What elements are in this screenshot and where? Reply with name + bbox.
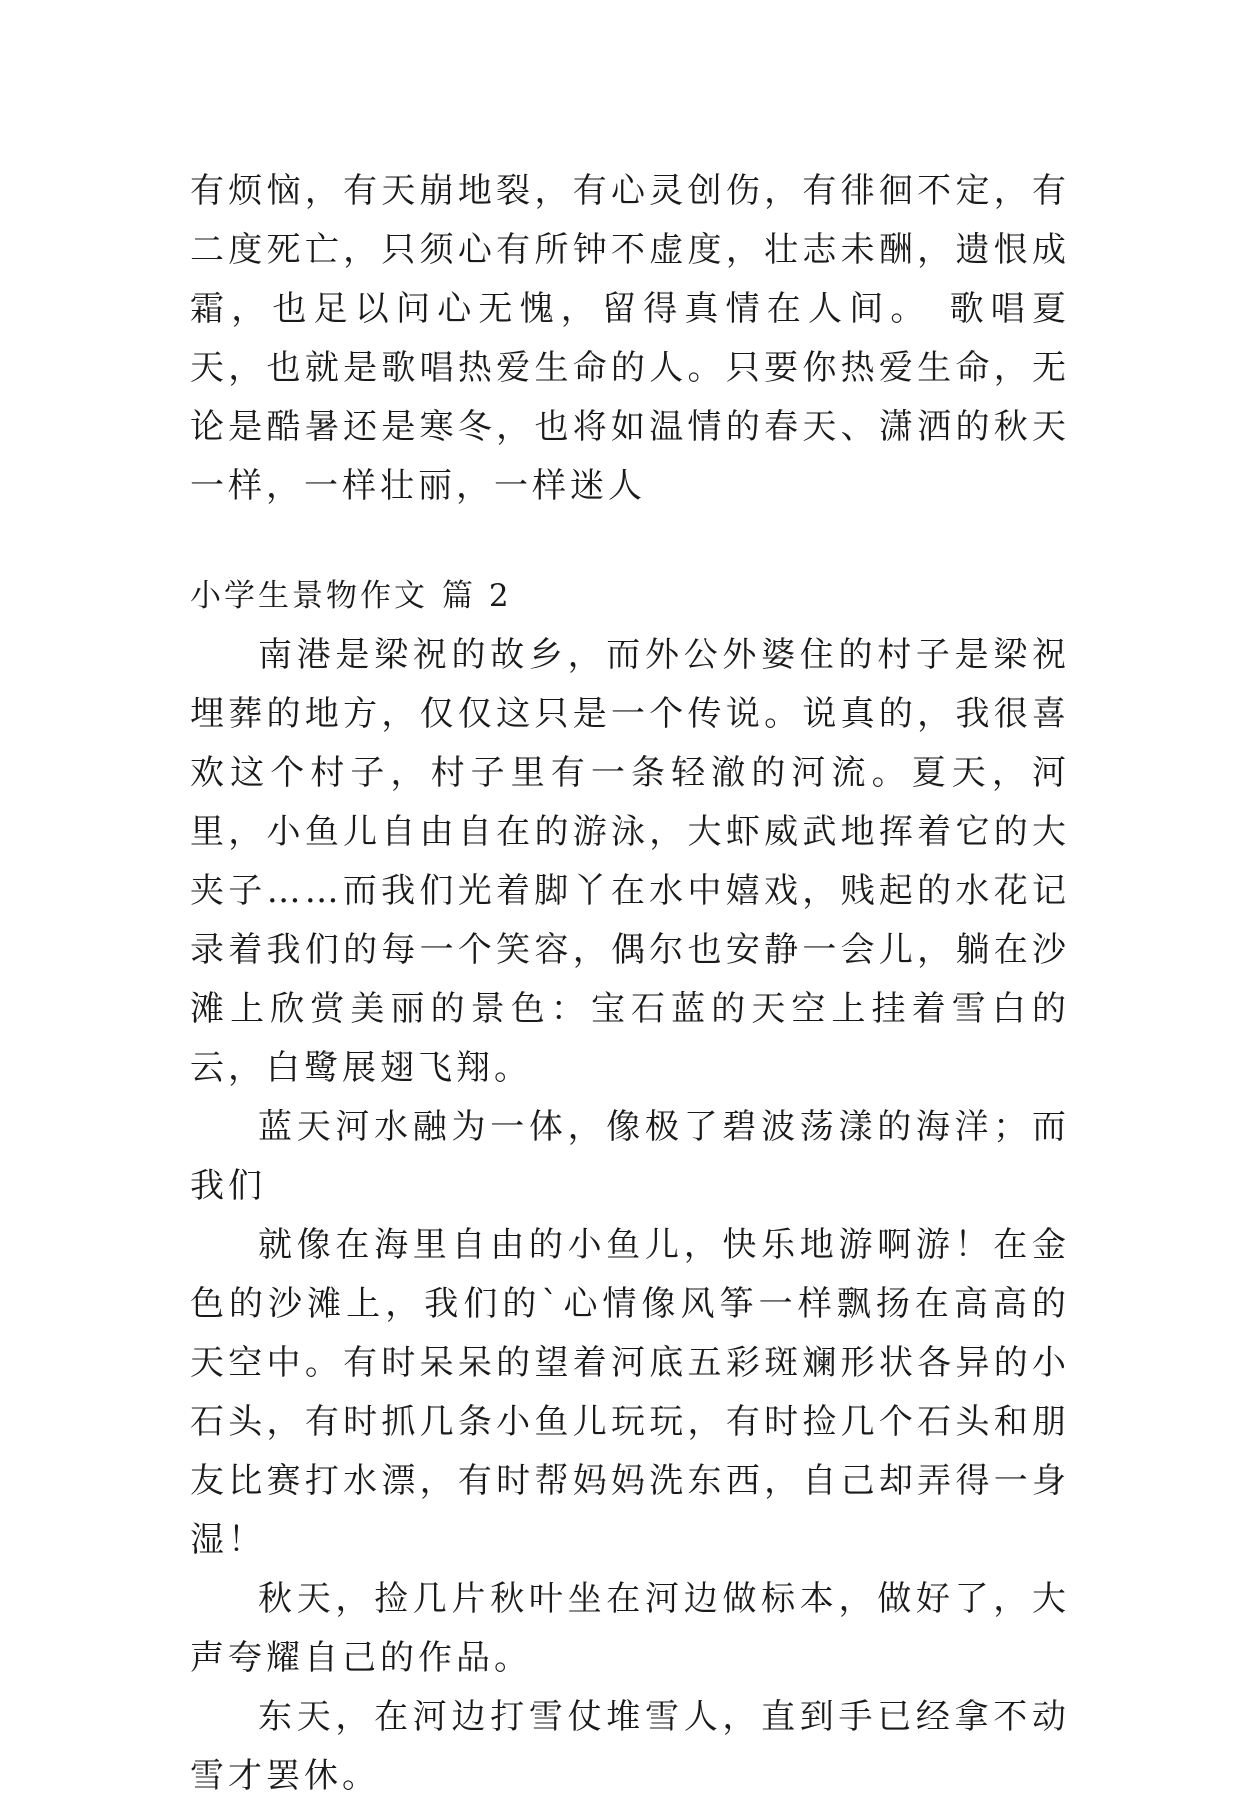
document-body xyxy=(190,162,1070,1806)
paragraph-5: 东天，在河边打雪仗堆雪人，直到手已经拿不动雪才罢休。 xyxy=(190,1697,1070,1796)
intro-paragraph: 有烦恼，有天崩地裂，有心灵创伤，有徘徊不定，有二度死亡，只须心有所钟不虚度，壮志未酬，遗恨成霜，也足以问心无愧，留得真情在人间。 歌唱夏天，也就是歌唱热爱生命的人。只要你热爱生命，无论是酷暑还是寒冬，也将如温情的春天、潇洒的秋天一样，一样壮丽，一样迷人 xyxy=(190,171,1070,506)
paragraph-2: 蓝天河水融为一体，像极了碧波荡漾的海洋；而我们 xyxy=(190,1107,1070,1206)
paragraph-1: 南港是梁祝的故乡，而外公外婆住的村子是梁祝埋葬的地方，仅仅这只是一个传说。说真的，我很喜欢这个村子，村子里有一条轻澈的河流。夏天，河里，小鱼儿自由自在的游泳，大虾威武地挥着它的大夹子……而我们光着脚丫在水中嬉戏，贱起的水花记录着我们的每一个笑容，偶尔也安静一会儿，躺在沙滩上欣赏美丽的景色：宝石蓝的天空上挂着雪白的云，白鹭展翅飞翔。 xyxy=(190,635,1070,1088)
section-number: 篇 2 xyxy=(442,578,512,614)
section-heading xyxy=(190,567,1070,626)
paragraph-4: 秋天，捡几片秋叶坐在河边做标本，做好了，大声夸耀自己的作品。 xyxy=(190,1579,1070,1678)
section-title: 小学生景物作文 xyxy=(190,578,428,614)
paragraph-3: 就像在海里自由的小鱼儿，快乐地游啊游！在金色的沙滩上，我们的`心情像风筝一样飘扬在高高的天空中。有时呆呆的望着河底五彩斑斓形状各异的小石头，有时抓几条小鱼儿玩玩，有时捡几个石头和朋友比赛打水漂，有时帮妈妈洗东西，自己却弄得一身湿！ xyxy=(190,1225,1070,1560)
